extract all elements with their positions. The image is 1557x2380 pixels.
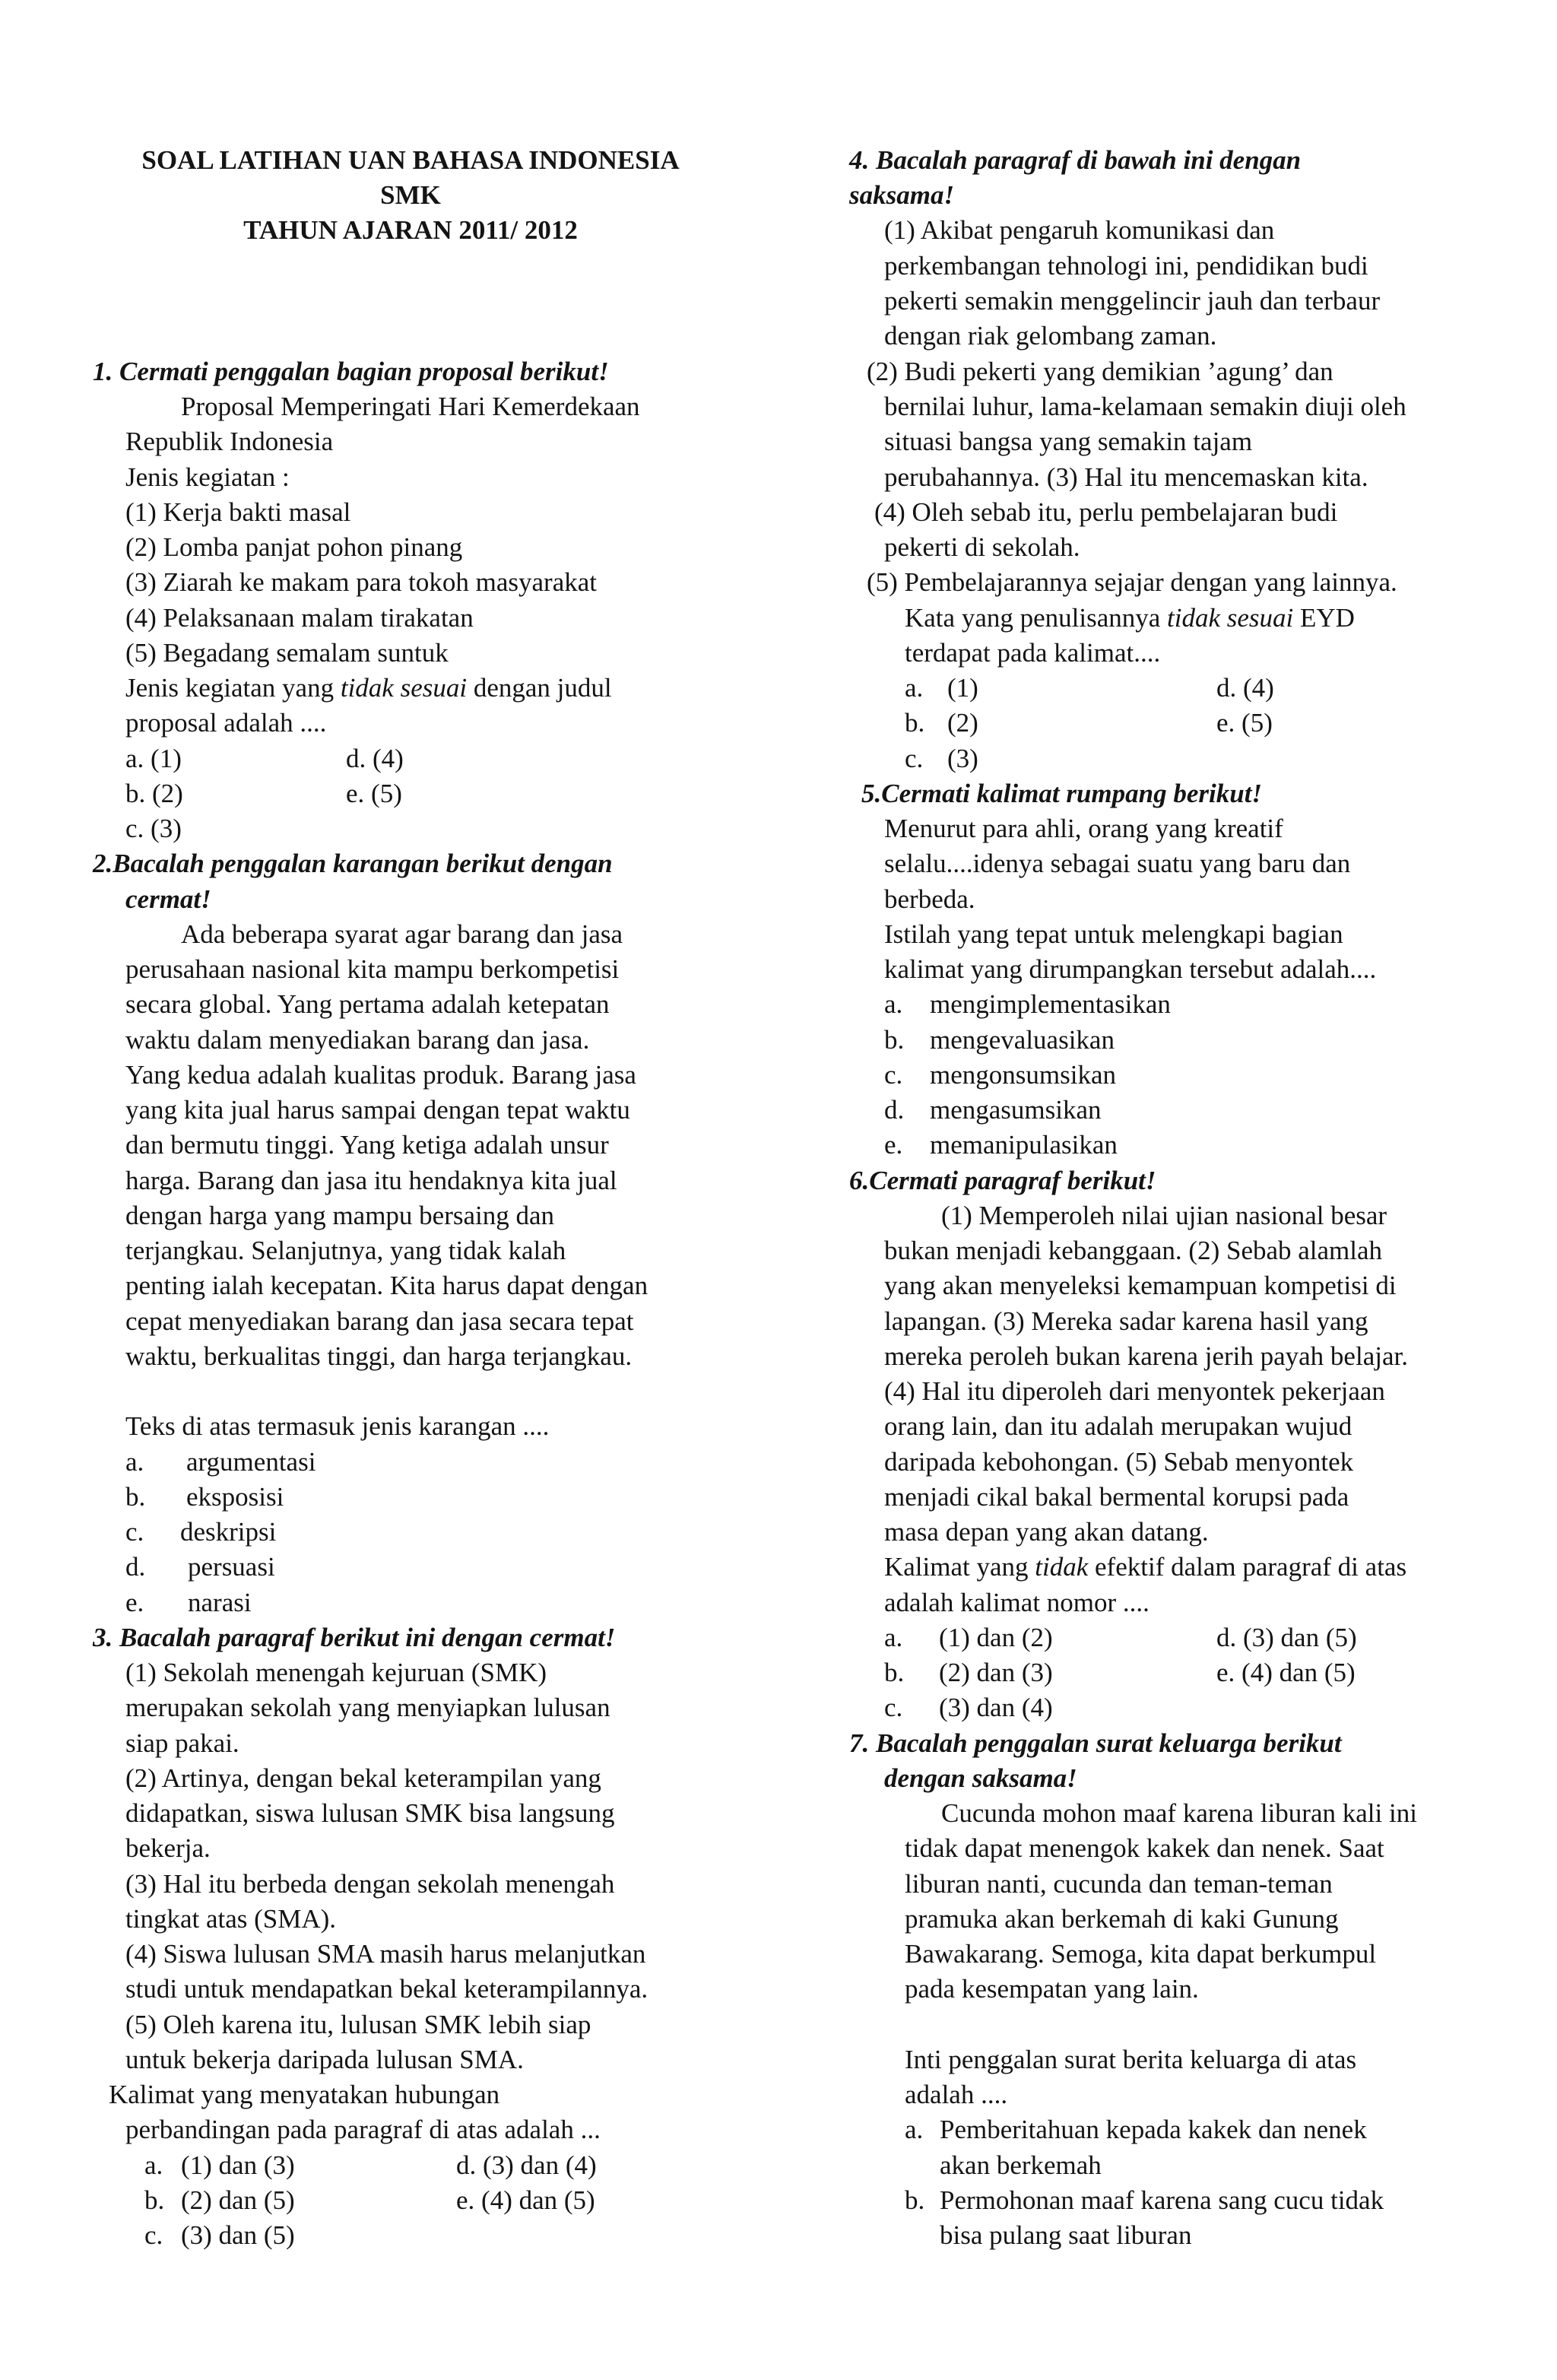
q3-question: Kalimat yang menyatakan hubungan	[109, 2080, 500, 2109]
q6-option-d[interactable]: d. (3) dan (5)	[1216, 1623, 1357, 1652]
q3-passage-line: didapatkan, siswa lulusan SMK bisa langsung	[125, 1798, 615, 1828]
q3-passage-line: studi untuk mendapatkan bekal keterampilannya.	[125, 1974, 648, 2004]
q2-passage-line: penting ialah kecepatan. Kita harus dapat dengan	[125, 1271, 648, 1300]
q6-option-b[interactable]: b. (2) dan (3)	[884, 1658, 1053, 1687]
q3-option-a[interactable]: a. (1) dan (3)	[144, 2150, 295, 2180]
q7-heading: 7. Bacalah penggalan surat keluarga berikut	[849, 1728, 1342, 1758]
q4-option-d[interactable]: d. (4)	[1216, 673, 1274, 703]
q4-passage-line: (1) Akibat pengaruh komunikasi dan	[884, 215, 1275, 245]
q5-passage-line: Istilah yang tepat untuk melengkapi bagian	[884, 919, 1343, 949]
q6-question: Kalimat yang tidak efektif dalam paragraf di atas	[884, 1552, 1407, 1582]
q5-option-a[interactable]: a. mengimplementasikan	[884, 989, 1171, 1019]
q3-option-b[interactable]: b. (2) dan (5)	[144, 2185, 295, 2215]
q7-passage-line: pada kesempatan yang lain.	[905, 1974, 1199, 2004]
q2-passage-line: Yang kedua adalah kualitas produk. Barang jasa	[125, 1060, 636, 1090]
q2-heading: 2.Bacalah penggalan karangan berikut dengan	[93, 849, 613, 878]
q6-heading: 6.Cermati paragraf berikut!	[849, 1166, 1156, 1195]
q7-option-a[interactable]: a. Pemberitahuan kepada kakek dan nenek	[905, 2115, 1367, 2144]
title-line-3: TAHUN AJARAN 2011/ 2012	[243, 215, 578, 245]
q2-passage-line: dengan harga yang mampu bersaing dan	[125, 1201, 555, 1230]
q5-passage-line: selalu....idenya sebagai suatu yang baru dan	[884, 849, 1351, 878]
q7-passage-line: tidak dapat menengok kakek dan nenek. Saat	[905, 1833, 1384, 1863]
q7-question: Inti penggalan surat berita keluarga di atas	[905, 2045, 1357, 2074]
q7-passage-line: Bawakarang. Semoga, kita dapat berkumpul	[905, 1939, 1377, 1969]
q3-passage-line: (5) Oleh karena itu, lulusan SMK lebih siap	[125, 2010, 591, 2039]
q4-option-c[interactable]: c. (3)	[905, 744, 978, 773]
q5-option-b[interactable]: b. mengevaluasikan	[884, 1025, 1115, 1055]
q4-passage-line: pekerti semakin menggelincir jauh dan terbaur	[884, 286, 1381, 316]
q4-passage-line: perubahannya. (3) Hal itu mencemaskan kita.	[884, 462, 1368, 492]
q6-passage-line: daripada kebohongan. (5) Sebab menyontek	[884, 1447, 1354, 1477]
q4-question-line-2: terdapat pada kalimat....	[905, 638, 1161, 668]
q6-question-line-2: adalah kalimat nomor ....	[884, 1588, 1150, 1617]
q1-question-line-2: proposal adalah ....	[125, 708, 327, 738]
q5-option-d[interactable]: d. mengasumsikan	[884, 1095, 1102, 1125]
q5-passage-line: kalimat yang dirumpangkan tersebut adalah....	[884, 954, 1377, 984]
q6-option-c[interactable]: c. (3) dan (4)	[884, 1693, 1053, 1722]
q6-passage-line: masa depan yang akan datang.	[884, 1517, 1209, 1547]
q2-passage-line: secara global. Yang pertama adalah ketepatan	[125, 989, 610, 1019]
q1-item: (4) Pelaksanaan malam tirakatan	[125, 603, 474, 633]
q5-option-e[interactable]: e. memanipulasikan	[884, 1130, 1118, 1160]
q2-question: Teks di atas termasuk jenis karangan ....	[125, 1411, 550, 1441]
q6-passage-line: orang lain, dan itu adalah merupakan wujud	[884, 1411, 1352, 1441]
q3-passage-line: untuk bekerja daripada lulusan SMA.	[125, 2045, 524, 2074]
q3-passage-line: tingkat atas (SMA).	[125, 1904, 337, 1934]
q3-heading: 3. Bacalah paragraf berikut ini dengan cermat!	[93, 1623, 616, 1652]
q6-passage-line: yang akan menyeleksi kemampuan kompetisi di	[884, 1271, 1397, 1300]
q2-passage-line: waktu dalam menyediakan barang dan jasa.	[125, 1025, 590, 1055]
q3-option-c[interactable]: c. (3) dan (5)	[144, 2220, 295, 2250]
q4-option-b[interactable]: b. (2)	[905, 708, 978, 738]
q5-option-c[interactable]: c. mengonsumsikan	[884, 1060, 1116, 1090]
q3-question-line-2: perbandingan pada paragraf di atas adalah ...	[125, 2115, 601, 2144]
title-line-1: SOAL LATIHAN UAN BAHASA INDONESIA	[141, 145, 680, 175]
q1-heading: 1. Cermati penggalan bagian proposal berikut!	[93, 357, 609, 386]
q1-item: (2) Lomba panjat pohon pinang	[125, 532, 463, 562]
q2-passage-line: yang kita jual harus sampai dengan tepat waktu	[125, 1095, 630, 1125]
q1-item: (5) Begadang semalam suntuk	[125, 638, 449, 668]
q7-question-line-2: adalah ....	[905, 2080, 1008, 2109]
q7-option-b-line-2: bisa pulang saat liburan	[940, 2220, 1192, 2250]
q3-option-d[interactable]: d. (3) dan (4)	[456, 2150, 597, 2180]
q4-heading-line-2: saksama!	[849, 180, 955, 210]
q3-option-e[interactable]: e. (4) dan (5)	[456, 2185, 595, 2215]
q2-passage-line: dan bermutu tinggi. Yang ketiga adalah unsur	[125, 1130, 609, 1160]
q4-passage-line: (2) Budi pekerti yang demikian ’agung’ dan	[867, 357, 1333, 386]
q2-passage-line: waktu, berkualitas tinggi, dan harga terjangkau.	[125, 1341, 633, 1371]
q1-title-b: Republik Indonesia	[125, 427, 334, 456]
q2-passage-line: harga. Barang dan jasa itu hendaknya kita jual	[125, 1166, 617, 1195]
q1-item: (1) Kerja bakti masal	[125, 497, 351, 527]
q3-passage-line: (3) Hal itu berbeda dengan sekolah menengah	[125, 1869, 615, 1899]
q6-option-e[interactable]: e. (4) dan (5)	[1216, 1658, 1356, 1687]
q4-passage-line: pekerti di sekolah.	[884, 532, 1080, 562]
q1-option-c[interactable]: c. (3)	[125, 814, 182, 843]
q4-passage-line: (5) Pembelajarannya sejajar dengan yang lainnya.	[867, 567, 1397, 597]
q1-option-d[interactable]: d. (4)	[346, 744, 404, 773]
q1-question: Jenis kegiatan yang tidak sesuai dengan judul	[125, 673, 612, 703]
q5-passage-line: berbeda.	[884, 884, 975, 914]
q7-passage-line: pramuka akan berkemah di kaki Gunung	[905, 1904, 1339, 1934]
q4-heading: 4. Bacalah paragraf di bawah ini dengan	[849, 145, 1302, 175]
q7-heading-line-2: dengan saksama!	[884, 1763, 1077, 1793]
q2-option-e[interactable]: e. narasi	[125, 1588, 252, 1617]
q4-option-a[interactable]: a. (1)	[905, 673, 978, 703]
q2-passage-line: Ada beberapa syarat agar barang dan jasa	[181, 919, 623, 949]
q2-passage-line: perusahaan nasional kita mampu berkompetisi	[125, 954, 620, 984]
q1-option-b[interactable]: b. (2)	[125, 779, 183, 808]
q1-option-a[interactable]: a. (1)	[125, 744, 182, 773]
q2-heading-line-2: cermat!	[125, 884, 211, 914]
q2-passage-line: terjangkau. Selanjutnya, yang tidak kalah	[125, 1236, 566, 1265]
q4-passage-line: dengan riak gelombang zaman.	[884, 321, 1217, 351]
q2-option-d[interactable]: d. persuasi	[125, 1552, 275, 1582]
q3-passage-line: siap pakai.	[125, 1728, 239, 1758]
q3-passage-line: merupakan sekolah yang menyiapkan lulusan	[125, 1693, 610, 1722]
q7-option-b[interactable]: b. Permohonan maaf karena sang cucu tidak	[905, 2185, 1384, 2215]
q6-passage-line: menjadi cikal bakal bermental korupsi pada	[884, 1482, 1349, 1512]
q4-passage-line: perkembangan tehnologi ini, pendidikan budi	[884, 251, 1368, 281]
q2-passage-line: cepat menyediakan barang dan jasa secara tepat	[125, 1306, 634, 1336]
q4-option-e[interactable]: e. (5)	[1216, 708, 1273, 738]
q6-passage-line: (4) Hal itu diperoleh dari menyontek pekerjaan	[884, 1376, 1385, 1406]
q5-passage-line: Menurut para ahli, orang yang kreatif	[884, 814, 1283, 843]
q2-option-b[interactable]: b. eksposisi	[125, 1482, 284, 1512]
q1-jenis-label: Jenis kegiatan :	[125, 462, 290, 492]
q4-passage-line: (4) Oleh sebab itu, perlu pembelajaran budi	[874, 497, 1338, 527]
q2-option-a[interactable]: a. argumentasi	[125, 1447, 316, 1477]
q3-passage-line: (1) Sekolah menengah kejuruan (SMK)	[125, 1658, 547, 1687]
q7-passage-line: liburan nanti, cucunda dan teman-teman	[905, 1869, 1333, 1899]
q3-passage-line: bekerja.	[125, 1833, 211, 1863]
q7-passage-line: Cucunda mohon maaf karena liburan kali ini	[941, 1798, 1417, 1828]
q1-title-a: Proposal Memperingati Hari Kemerdekaan	[181, 392, 640, 421]
q3-passage-line: (2) Artinya, dengan bekal keterampilan yang	[125, 1763, 601, 1793]
q6-passage-line: (1) Memperoleh nilai ujian nasional besar	[941, 1201, 1387, 1230]
q6-option-a[interactable]: a. (1) dan (2)	[884, 1623, 1053, 1652]
q3-passage-line: (4) Siswa lulusan SMA masih harus melanjutkan	[125, 1939, 646, 1969]
q6-passage-line: mereka peroleh bukan karena jerih payah belajar.	[884, 1341, 1408, 1371]
q4-passage-line: situasi bangsa yang semakin tajam	[884, 427, 1253, 456]
q7-option-a-line-2: akan berkemah	[940, 2150, 1102, 2180]
q5-heading: 5.Cermati kalimat rumpang berikut!	[861, 779, 1263, 808]
title-line-2: SMK	[380, 180, 441, 210]
q6-passage-line: lapangan. (3) Mereka sadar karena hasil yang	[884, 1306, 1368, 1336]
q4-question: Kata yang penulisannya tidak sesuai EYD	[905, 603, 1355, 633]
q1-item: (3) Ziarah ke makam para tokoh masyarakat	[125, 567, 598, 597]
q6-passage-line: bukan menjadi kebanggaan. (2) Sebab alamlah	[884, 1236, 1383, 1265]
q1-option-e[interactable]: e. (5)	[346, 779, 402, 808]
q4-passage-line: bernilai luhur, lama-kelamaan semakin diuji oleh	[884, 392, 1406, 421]
q2-option-c[interactable]: c. deskripsi	[125, 1517, 277, 1547]
